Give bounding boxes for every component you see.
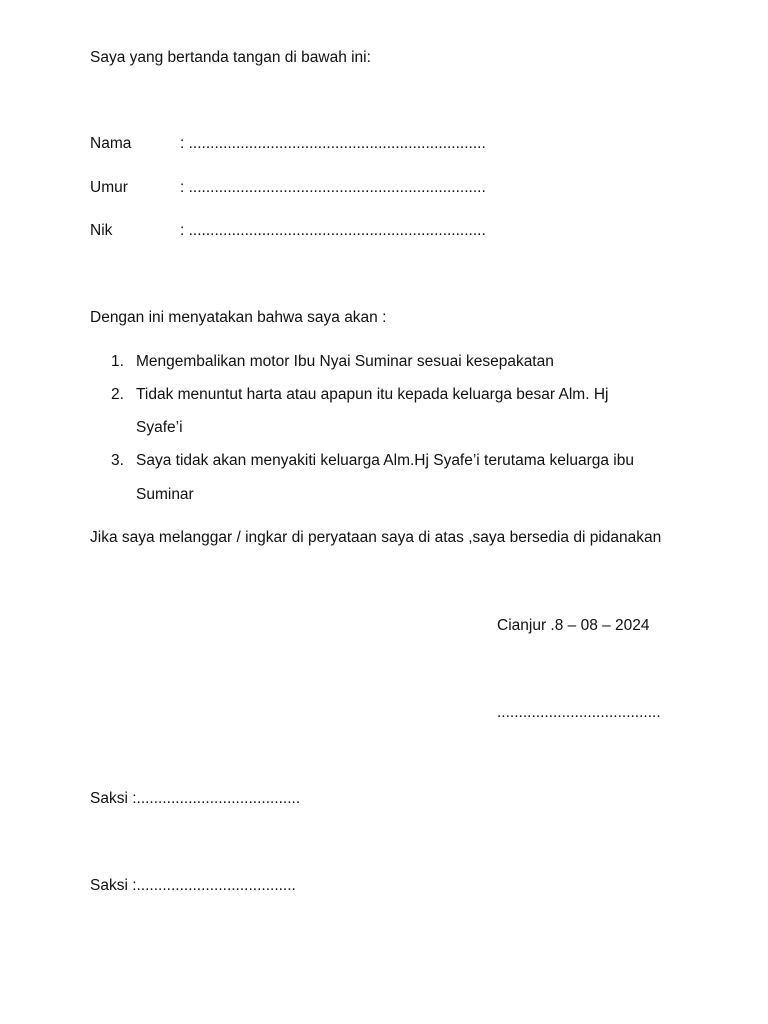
list-text-continued: Syafe’i: [136, 419, 183, 436]
field-label-nama: Nama: [90, 135, 132, 152]
field-value-nik: : .....................................................................: [180, 222, 486, 239]
closing-statement: Jika saya melanggar / ingkar di peryataan saya di atas ,saya bersedia di pidanakan: [90, 529, 662, 546]
field-label-nik: Nik: [90, 222, 113, 239]
witness-1: Saksi :......................................: [90, 790, 301, 807]
list-text-continued: Suminar: [136, 486, 194, 503]
list-number: 1.: [111, 353, 124, 370]
field-value-umur: : .....................................................................: [180, 179, 486, 196]
signature-line: ......................................: [497, 704, 661, 721]
field-label-umur: Umur: [90, 179, 128, 196]
place-date: Cianjur .8 – 08 – 2024: [497, 617, 650, 634]
witness-2: Saksi :.....................................: [90, 877, 296, 894]
list-text: Mengembalikan motor Ibu Nyai Suminar sesuai kesepakatan: [136, 353, 554, 370]
statement-intro: Dengan ini menyatakan bahwa saya akan :: [90, 309, 387, 326]
intro-text: Saya yang bertanda tangan di bawah ini:: [90, 49, 371, 66]
list-text: Tidak menuntut harta atau apapun itu kepada keluarga besar Alm. Hj: [136, 386, 609, 403]
list-number: 3.: [111, 452, 124, 469]
list-number: 2.: [111, 386, 124, 403]
field-value-nama: : .....................................................................: [180, 135, 486, 152]
list-text: Saya tidak akan menyakiti keluarga Alm.Hj Syafe’i terutama keluarga ibu: [136, 452, 634, 469]
